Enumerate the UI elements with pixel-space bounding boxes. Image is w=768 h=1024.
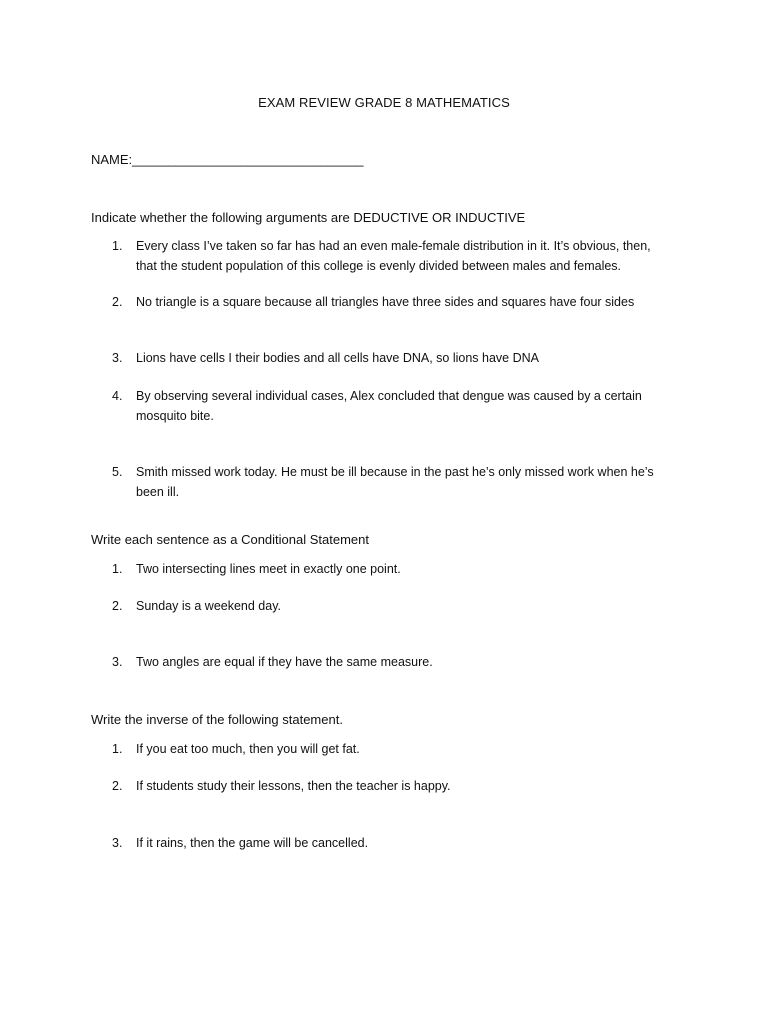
item-number: 2. [112,295,123,309]
item-text: If it rains, then the game will be cancelled. [136,836,369,850]
name-field-line: NAME:________________________________ [91,152,364,167]
list-item [112,237,672,276]
list-item [112,740,672,760]
item-number: 2. [112,599,123,613]
item-text: If students study their lessons, then the teacher is happy. [136,779,451,793]
item-text: Every class I’ve taken so far has had an even male-female distribution in it. It’s obvious, then, that the student population of this college is evenly divided between males and females. [136,239,651,273]
list-item [112,349,672,369]
item-text: Lions have cells I their bodies and all cells have DNA, so lions have DNA [136,351,539,365]
item-number: 2. [112,779,123,793]
section-1-instruction-text: Indicate whether the following arguments are [91,210,354,225]
list-item [112,463,672,502]
list-item [112,777,672,797]
list-item [112,653,672,673]
section-1-instruction-emphasis: DEDUCTIVE OR INDUCTIVE [353,210,526,225]
list-item [112,293,672,313]
list-item [112,597,672,617]
document-title: EXAM REVIEW GRADE 8 MATHEMATICS [258,95,510,110]
section-3-instruction-text: Write the inverse of the following statement. [91,712,343,727]
section-2-instruction-emphasis: Conditional Statement [241,532,369,547]
item-text: If you eat too much, then you will get fat. [136,742,360,756]
item-text: Two angles are equal if they have the same measure. [136,655,433,669]
item-text: By observing several individual cases, Alex concluded that dengue was caused by a certain mosquito bite. [136,389,642,423]
item-number: 1. [112,562,123,576]
section-1-instruction [91,210,525,225]
item-text: No triangle is a square because all triangles have three sides and squares have four sides [136,295,635,309]
list-item [112,560,672,580]
section-2-instruction-text: Write each sentence as a [91,532,242,547]
item-number: 1. [112,742,123,756]
item-number: 3. [112,351,123,365]
list-item [112,834,672,854]
item-text: Two intersecting lines meet in exactly one point. [136,562,401,576]
item-number: 4. [112,389,123,403]
item-text: Sunday is a weekend day. [136,599,282,613]
section-3-instruction [91,712,343,727]
section-2-instruction [91,532,369,547]
item-number: 1. [112,239,123,253]
item-number: 3. [112,655,123,669]
item-number: 5. [112,465,123,479]
list-item [112,387,672,426]
item-number: 3. [112,836,123,850]
item-text: Smith missed work today. He must be ill because in the past he’s only missed work when he’s been ill. [136,465,654,499]
